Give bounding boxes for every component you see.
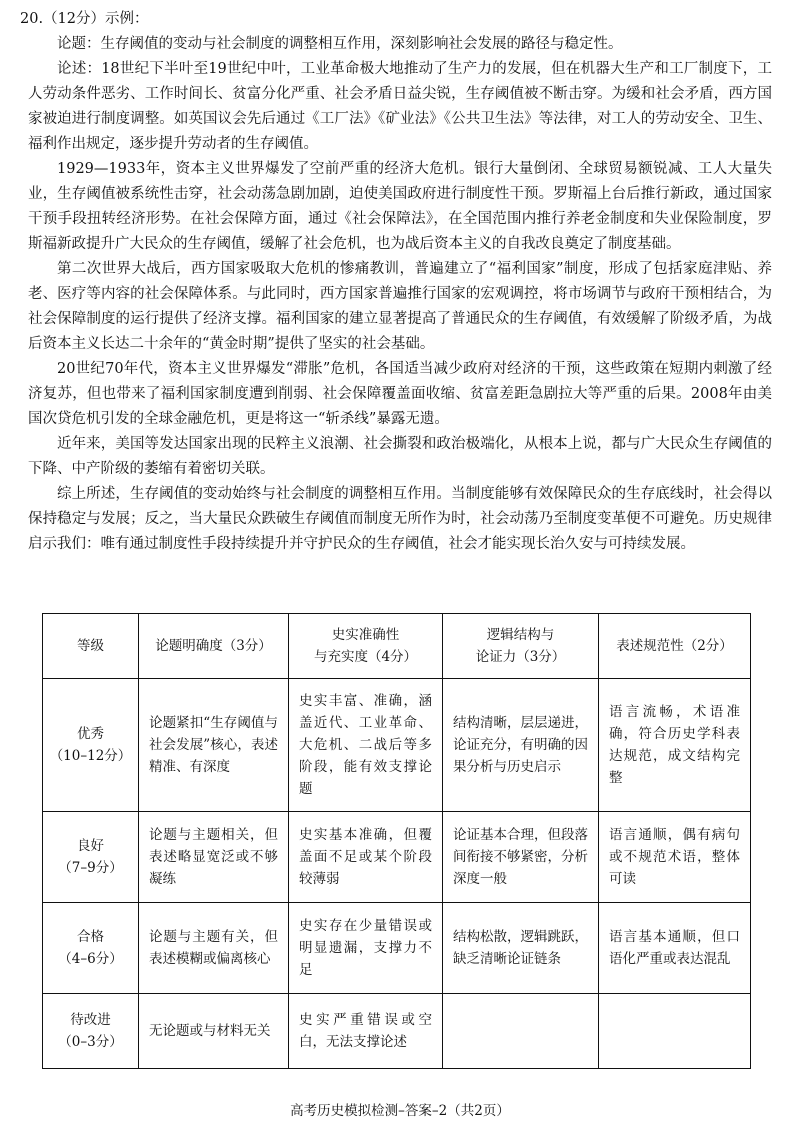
essay-paragraph: 20世纪70年代，资本主义世界爆发“滞胀”危机，各国适当减少政府对经济的干预，这些政策在短期内刺激了经济复苏，但也带来了福利国家制度遭到削弱、社会保障覆盖面收缩、贫富差距急剧拉大等严重的后果。2008年由美国次贷危机引发的全球金融危机，更是将这一“斩杀线”暴露无遗。 (28, 361, 772, 427)
rubric-cell: 论证基本合理，但段落间衔接不够紧密，分析深度一般 (443, 812, 599, 903)
rubric-cell-empty (443, 994, 599, 1069)
rubric-cell: 结构清晰，层层递进，论证充分，有明确的因果分析与历史启示 (443, 679, 599, 812)
rubric-level: 优秀 （10–12分） (43, 679, 139, 812)
rubric-header-level: 等级 (43, 614, 139, 679)
rubric-cell: 语言通顺，偶有病句或不规范术语，整体可读 (599, 812, 751, 903)
rubric-level: 合格 （4–6分） (43, 903, 139, 994)
rubric-header-thesis: 论题明确度（3分） (139, 614, 289, 679)
essay-paragraph: 论述：18世纪下半叶至19世纪中叶，工业革命极大地推动了生产力的发展，但在机器大生产和工厂制度下，工人劳动条件恶劣、工作时间长、贫富分化严重、社会矛盾日益尖锐，生存阈值被不断击穿。为缓和社会矛盾，西方国家被迫进行制度调整。如英国议会先后通过《工厂法》《矿业法》《公共卫生法》等法律，对工人的劳动安全、卫生、福利作出规定，逐步提升劳动者的生存阈值。 (28, 61, 772, 152)
essay-paragraph: 近年来，美国等发达国家出现的民粹主义浪潮、社会撕裂和政治极端化，从根本上说，都与广大民众生存阈值的下降、中产阶级的萎缩有着密切关联。 (28, 436, 772, 477)
rubric-row-pass (43, 903, 751, 994)
question-header: 20.（12分）示例： (20, 11, 149, 27)
rubric-row-needs-improvement (43, 994, 751, 1069)
essay-paragraph: 第二次世界大战后，西方国家吸取大危机的惨痛教训，普遍建立了“福利国家”制度，形成了包括家庭津贴、养老、医疗等内容的社会保障体系。与此同时，西方国家普遍推行国家的宏观调控，将市场调节与政府干预相结合，为社会保障制度的运行提供了经济支撑。福利国家的建立显著提高了普通民众的生存阈值，有效缓解了阶级矛盾，为战后资本主义长达二十余年的“黄金时期”提供了坚实的社会基础。 (28, 261, 772, 352)
rubric-header-logic: 逻辑结构与 论证力（3分） (443, 614, 599, 679)
rubric-cell: 论题与主题有关，但表述模糊或偏离核心 (139, 903, 289, 994)
rubric-header-row (43, 614, 751, 679)
essay-conclusion: 综上所述，生存阈值的变动始终与社会制度的调整相互作用。当制度能够有效保障民众的生存底线时，社会得以保持稳定与发展；反之，当大量民众跌破生存阈值而制度无所作为时，社会动荡乃至制度变革便不可避免。历史规律启示我们：唯有通过制度性手段持续提升并守护民众的生存阈值，社会才能实现长治久安与可持续发展。 (28, 486, 772, 552)
rubric-cell: 语言流畅，术语准确，符合历史学科表达规范，成文结构完整 (599, 679, 751, 812)
rubric-header-facts: 史实准确性 与充实度（4分） (289, 614, 443, 679)
rubric-cell-empty (599, 994, 751, 1069)
rubric-header-expression: 表述规范性（2分） (599, 614, 751, 679)
rubric-cell: 语言基本通顺，但口语化严重或表达混乱 (599, 903, 751, 994)
rubric-cell: 史实严重错误或空白，无法支撑论述 (289, 994, 443, 1069)
rubric-cell: 史实丰富、准确，涵盖近代、工业革命、大危机、二战后等多阶段，能有效支撑论题 (289, 679, 443, 812)
scoring-rubric-table (42, 613, 751, 1069)
rubric-row-good (43, 812, 751, 903)
rubric-cell: 论题紧扣“生存阈值与社会发展”核心，表述精准、有深度 (139, 679, 289, 812)
thesis-statement: 论题：生存阈值的变动与社会制度的调整相互作用，深刻影响社会发展的路径与稳定性。 (57, 36, 623, 52)
rubric-cell: 无论题或与材料无关 (139, 994, 289, 1069)
rubric-cell: 论题与主题相关，但表述略显宽泛或不够凝练 (139, 812, 289, 903)
rubric-level: 待改进 （0–3分） (43, 994, 139, 1069)
rubric-level: 良好 （7–9分） (43, 812, 139, 903)
rubric-cell: 史实存在少量错误或明显遗漏，支撑力不足 (289, 903, 443, 994)
rubric-cell: 史实基本准确，但覆盖面不足或某个阶段较薄弱 (289, 812, 443, 903)
rubric-cell: 结构松散，逻辑跳跃，缺乏清晰论证链条 (443, 903, 599, 994)
essay-paragraph: 1929—1933年，资本主义世界爆发了空前严重的经济大危机。银行大量倒闭、全球贸易额锐减、工人大量失业，生存阈值被系统性击穿，社会动荡急剧加剧，迫使美国政府进行制度性干预。罗斯福上台后推行新政，通过国家干预手段扭转经济形势。在社会保障方面，通过《社会保障法》，在全国范围内推行养老金制度和失业保险制度，罗斯福新政提升广大民众的生存阈值，缓解了社会危机，也为战后资本主义的自我改良奠定了制度基础。 (28, 161, 772, 252)
page-footer: 高考历史模拟检测–答案–2（共2页） (290, 1103, 510, 1119)
rubric-row-excellent (43, 679, 751, 812)
